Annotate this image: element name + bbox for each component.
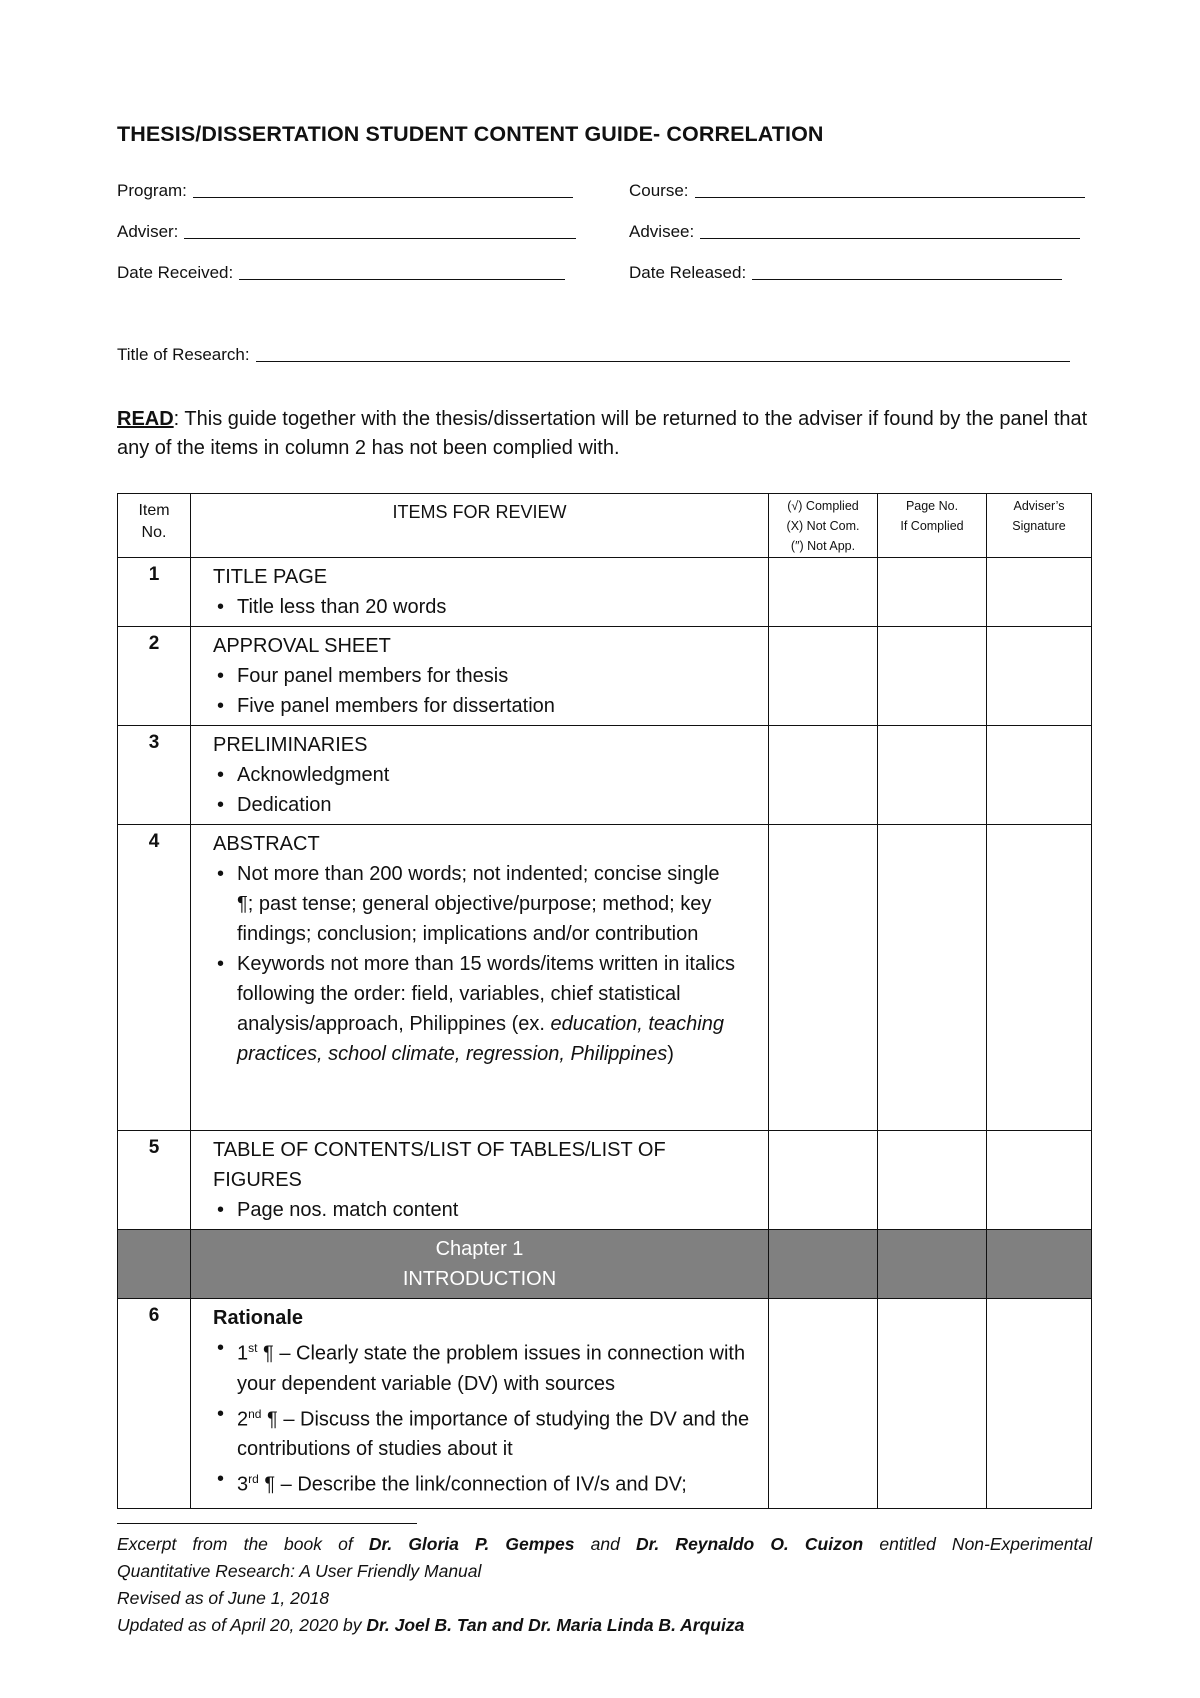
chapter-row (118, 1230, 1092, 1299)
header-signature-l1: Adviser’s (1013, 499, 1065, 513)
list-item: • Five panel members for dissertation (237, 691, 760, 721)
list-item: • Not more than 200 words; not indented; concise single ¶; past tense; general objective/purpose; method; key findings; conclusion; implications and/or contribution (237, 859, 760, 949)
header-signature (987, 494, 1092, 558)
header-item-no-l2: No. (141, 524, 167, 541)
keywords-close: ) (667, 1043, 674, 1065)
header-item-no-l1: Item (138, 502, 170, 519)
page-no-cell[interactable] (878, 1299, 987, 1509)
list-item: • Acknowledgment (237, 760, 760, 790)
review-table (117, 493, 1092, 1509)
bullet-text: ¶ – Describe the link/connection of IV/s and DV; (258, 1473, 687, 1496)
program-field[interactable] (117, 181, 573, 201)
list-item: • Title less than 20 words (237, 592, 760, 622)
item-heading: TABLE OF CONTENTS/LIST OF TABLES/LIST OF FIGURES (213, 1139, 666, 1191)
signature-cell[interactable] (987, 726, 1092, 825)
footnote-text: and (574, 1534, 636, 1554)
title-of-research-label: Title of Research: (117, 345, 250, 364)
date-received-line[interactable] (239, 279, 565, 280)
header-complied-l1: (√) Complied (787, 499, 859, 513)
item-content (191, 825, 769, 1131)
list-item: • Page nos. match content (237, 1195, 760, 1225)
ordinal-number: 1 (237, 1342, 249, 1365)
item-number: 4 (118, 825, 191, 1131)
signature-cell[interactable] (987, 558, 1092, 627)
table-row (118, 558, 1092, 627)
footnote (117, 1531, 1092, 1639)
advisee-line[interactable] (700, 238, 1080, 239)
signature-cell[interactable] (987, 825, 1092, 1131)
table-header-row (118, 494, 1092, 558)
page-no-cell[interactable] (878, 825, 987, 1131)
footnote-line-4 (117, 1612, 1092, 1639)
table-row (118, 1299, 1092, 1509)
complied-cell[interactable] (769, 558, 878, 627)
advisee-label: Advisee: (629, 222, 695, 241)
chapter-heading (191, 1230, 769, 1299)
bullet-text: ¶ – Clearly state the problem issues in connection with your dependent variable (DV) with sources (237, 1342, 746, 1395)
item-content (191, 726, 769, 825)
page-no-cell[interactable] (878, 1131, 987, 1230)
program-label: Program: (117, 181, 187, 200)
item-heading: PRELIMINARIES (213, 734, 368, 756)
adviser-field[interactable] (117, 222, 576, 242)
keywords-example: education, teaching practices, school climate, regression, Philippines (237, 1013, 724, 1065)
item-heading: TITLE PAGE (213, 566, 328, 588)
list-item (237, 1333, 760, 1399)
item-heading: ABSTRACT (213, 833, 320, 855)
header-item-no (118, 494, 191, 558)
updater-names: Dr. Joel B. Tan and Dr. Maria Linda B. Arquiza (366, 1615, 745, 1635)
list-item (237, 1399, 760, 1465)
page-no-cell[interactable] (878, 627, 987, 726)
chapter-title: INTRODUCTION (402, 1268, 557, 1290)
item-content (191, 1299, 769, 1509)
ordinal-number: 2 (237, 1408, 249, 1431)
chapter-blank-cell (769, 1230, 878, 1299)
course-line[interactable] (695, 197, 1085, 198)
footnote-text: Excerpt from the book of (117, 1534, 369, 1554)
date-received-field[interactable] (117, 263, 565, 283)
chapter-blank-cell (118, 1230, 191, 1299)
read-instruction (117, 405, 1097, 463)
item-heading: APPROVAL SHEET (213, 635, 391, 657)
adviser-line[interactable] (184, 238, 576, 239)
advisee-field[interactable] (629, 222, 1080, 242)
chapter-blank-cell (878, 1230, 987, 1299)
author-name: Dr. Reynaldo O. Cuizon (635, 1534, 864, 1554)
ordinal-number: 3 (237, 1473, 249, 1496)
footnote-text: entitled Non-Experimental (863, 1534, 1092, 1554)
ordinal-suffix: rd (248, 1472, 259, 1487)
footnote-line-2: Quantitative Research: A User Friendly Manual (117, 1561, 482, 1581)
footnote-line-3: Revised as of June 1, 2018 (117, 1588, 330, 1608)
ordinal-suffix: st (248, 1341, 258, 1355)
item-number: 5 (118, 1131, 191, 1230)
header-page-no-l2: If Complied (900, 519, 964, 533)
complied-cell[interactable] (769, 1299, 878, 1509)
chapter-blank-cell (987, 1230, 1092, 1299)
footnote-divider (117, 1523, 417, 1524)
header-complied-l2: (X) Not Com. (786, 519, 860, 533)
list-item (237, 949, 760, 1069)
header-items-for-review: ITEMS FOR REVIEW (191, 494, 769, 558)
bullet-text: ¶ – Discuss the importance of studying the DV and the contributions of studies about it (237, 1408, 750, 1461)
keywords-text: Keywords not more than 15 words/items written in italics following the order: field, variables, chief statistical analysis/approach, Philippines (ex. (237, 953, 735, 1035)
ordinal-suffix: nd (248, 1406, 262, 1421)
item-number: 1 (118, 558, 191, 627)
table-row (118, 825, 1092, 1131)
read-label: READ (117, 408, 174, 430)
header-page-no-l1: Page No. (905, 499, 959, 513)
list-item: • Dedication (237, 790, 760, 820)
footnote-line-1 (117, 1531, 1092, 1558)
course-field[interactable] (629, 181, 1085, 201)
signature-cell[interactable] (987, 1299, 1092, 1509)
list-item: • Four panel members for thesis (237, 661, 760, 691)
chapter-number: Chapter 1 (435, 1238, 524, 1260)
date-released-label: Date Released: (629, 263, 747, 282)
page-no-cell[interactable] (878, 726, 987, 825)
date-received-label: Date Received: (117, 263, 234, 282)
item-heading: Rationale (213, 1307, 304, 1329)
item-number: 2 (118, 627, 191, 726)
table-row (118, 726, 1092, 825)
read-text: : This guide together with the thesis/dissertation will be returned to the adviser if found by the panel that any of the items in column 2 has not been complied with. (117, 408, 1088, 459)
item-content (191, 1131, 769, 1230)
course-label: Course: (629, 181, 689, 200)
complied-cell[interactable] (769, 627, 878, 726)
signature-cell[interactable] (987, 1131, 1092, 1230)
header-complied (769, 494, 878, 558)
date-released-line[interactable] (752, 279, 1062, 280)
title-of-research-field[interactable] (117, 345, 1070, 365)
complied-cell[interactable] (769, 726, 878, 825)
signature-cell[interactable] (987, 627, 1092, 726)
header-page-no (878, 494, 987, 558)
page-title: THESIS/DISSERTATION STUDENT CONTENT GUIDE- CORRELATION (117, 122, 824, 146)
page-no-cell[interactable] (878, 558, 987, 627)
footnote-text: Updated as of April 20, 2020 by (117, 1615, 367, 1635)
header-signature-l2: Signature (1012, 519, 1066, 533)
item-content (191, 627, 769, 726)
table-row (118, 1131, 1092, 1230)
adviser-label: Adviser: (117, 222, 179, 241)
program-line[interactable] (193, 197, 573, 198)
item-content (191, 558, 769, 627)
complied-cell[interactable] (769, 1131, 878, 1230)
header-complied-l3: (″) Not App. (790, 539, 856, 553)
item-number: 3 (118, 726, 191, 825)
author-name: Dr. Gloria P. Gempes (368, 1534, 575, 1554)
title-of-research-line[interactable] (256, 361, 1070, 362)
complied-cell[interactable] (769, 825, 878, 1131)
list-item (237, 1464, 760, 1500)
item-number: 6 (118, 1299, 191, 1509)
table-row (118, 627, 1092, 726)
date-released-field[interactable] (629, 263, 1062, 283)
